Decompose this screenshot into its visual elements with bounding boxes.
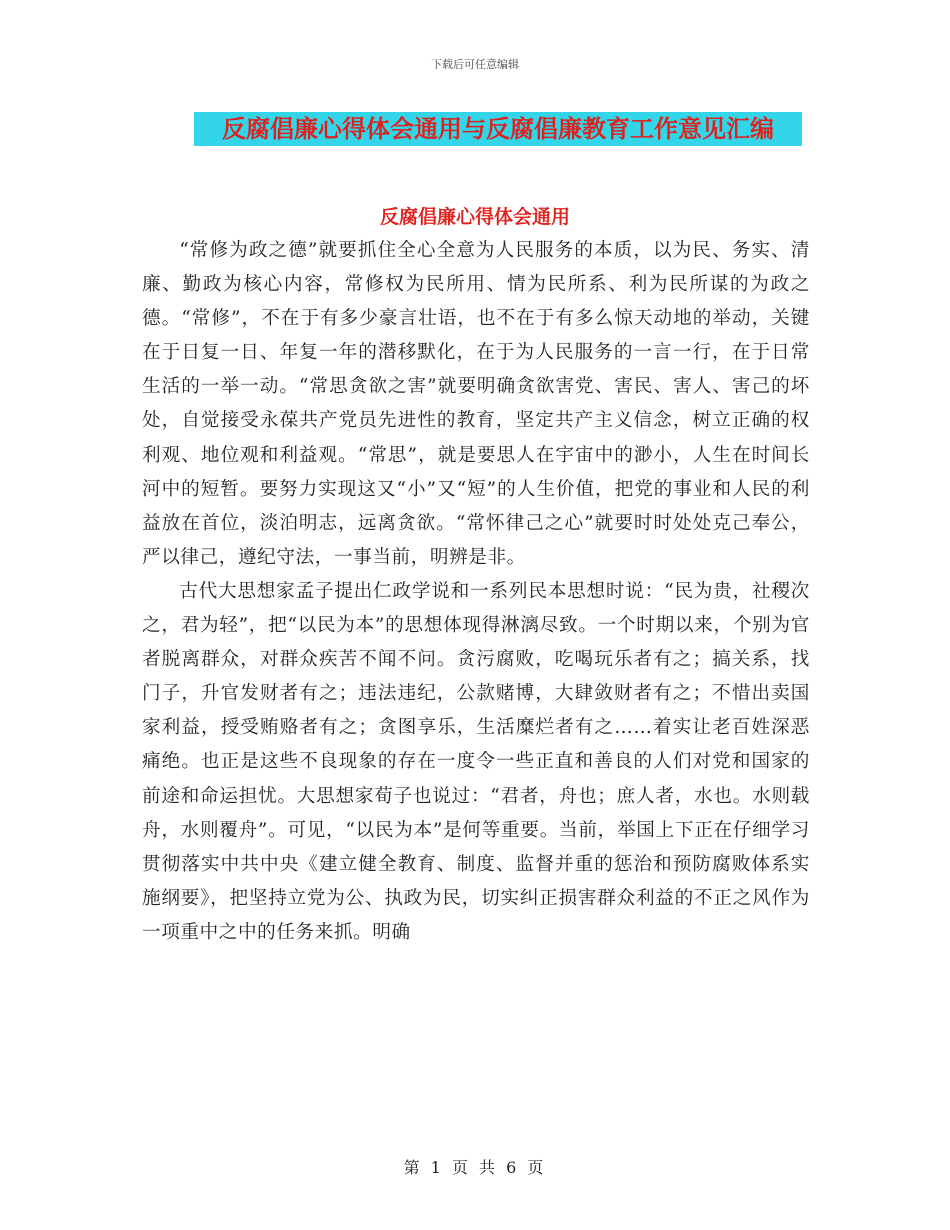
page-number: 第 1 页 共 6 页 <box>403 1158 547 1177</box>
body-text <box>142 234 810 950</box>
paragraph: “常修为政之德”就要抓住全心全意为人民服务的本质，以为民、务实、清廉、勤政为核心内容，常修权为民所用、情为民所系、利为民所谋的为政之德。“常修”，不在于有多少豪言壮语，也不在于有多么惊天动地的举动，关键在于日复一日、年复一年的潜移默化，在于为人民服务的一言一行，在于日常生活的一举一动。“常思贪欲之害”就要明确贪欲害党、害民、害人、害己的坏处，自觉接受永葆共产党员先进性的教育，坚定共产主义信念，树立正确的权利观、地位观和利益观。“常思”，就是要思人在宇宙中的渺小，人生在时间长河中的短暂。要努力实现这又“小”又“短”的人生价值，把党的事业和人民的利益放在首位，淡泊明志，远离贪欲。“常怀律己之心”就要时时处处克己奉公，严以律己，遵纪守法，一事当前，明辨是非。 <box>142 240 810 568</box>
section-title: 反腐倡廉心得体会通用 <box>379 206 570 228</box>
paragraph: 古代大思想家孟子提出仁政学说和一系列民本思想时说：“民为贵，社稷次之，君为轻”，把“以民为本”的思想体现得淋漓尽致。一个时期以来，个别为官者脱离群众，对群众疾苦不闻不问。贪污腐败，吃喝玩乐者有之；搞关系，找门子，升官发财者有之；违法违纪，公款赌博，大肆敛财者有之；不惜出卖国家利益，授受贿赂者有之；贪图享乐，生活糜烂者有之……着实让老百姓深恶痛绝。也正是这些不良现象的存在一度令一些正直和善良的人们对党和国家的前途和命运担忧。大思想家荀子也说过：“君者，舟也；庶人者，水也。水则载舟，水则覆舟”。可见，“以民为本”是何等重要。当前，举国上下正在仔细学习贯彻落实中共中央《建立健全教育、制度、监督并重的惩治和预防腐败体系实施纲要》，把坚持立党为公、执政为民，切实纠正损害群众利益的不正之风作为一项重中之中的任务来抓。明确 <box>142 580 810 943</box>
document-title: 反腐倡廉心得体会通用与反腐倡廉教育工作意见汇编 <box>194 112 802 146</box>
header-note: 下载后可任意编辑 <box>431 58 519 71</box>
